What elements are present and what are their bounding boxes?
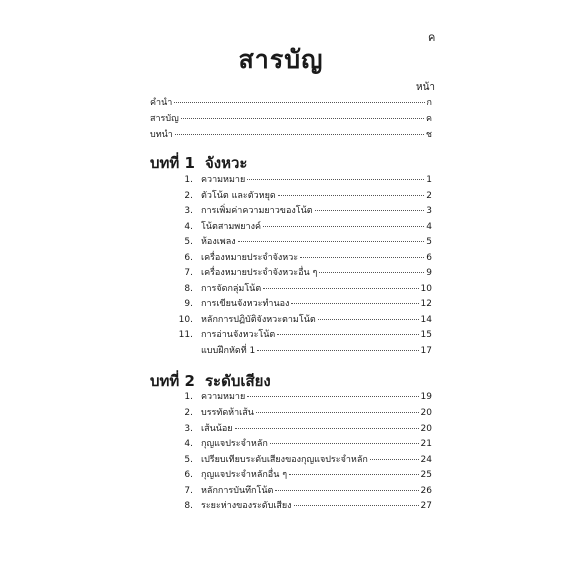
toc-entry-number: 1. [184, 392, 193, 402]
toc-entry-label: คำนำ [150, 98, 173, 108]
toc-entry [173, 327, 432, 341]
toc-entry-number: 11. [178, 330, 193, 340]
toc-entry-label: บทนำ [150, 130, 173, 140]
dot-leader [277, 334, 418, 335]
toc-entry [173, 405, 432, 419]
toc-entry-page: 9 [426, 268, 432, 278]
toc-entry [173, 467, 432, 481]
toc-entry-label: ความหมาย [201, 175, 246, 185]
toc-entry [173, 281, 432, 295]
toc-entry-number: 3. [184, 206, 193, 216]
toc-entry-label: ห้องเพลง [201, 237, 236, 247]
toc-entry-label: หลักการบันทึกโน้ต [201, 485, 274, 496]
toc-entry-label: ตัวโน้ต และตัวหยุด [201, 190, 276, 201]
dot-leader [319, 272, 424, 273]
dot-leader [181, 118, 424, 119]
dot-leader [300, 257, 424, 258]
chapter-prefix: บทที่ 2 [150, 372, 195, 390]
toc-entry-number: 1. [184, 175, 193, 185]
dot-leader [270, 443, 419, 444]
toc-entry [173, 312, 432, 326]
toc-entry-page: 2 [426, 190, 432, 201]
toc-entry-label: สารบัญ [150, 114, 179, 124]
page-number-letter: ค [428, 31, 436, 44]
toc-entry-label: แบบฝึกหัดที่ 1 [201, 346, 256, 356]
toc-entry-page: 14 [420, 314, 432, 325]
toc-entry-number: 7. [184, 485, 193, 496]
dot-leader [278, 195, 425, 196]
toc-entry-page: 20 [420, 423, 432, 434]
dot-leader [318, 319, 419, 320]
toc-entry [173, 203, 432, 217]
toc-entry-page: 4 [426, 221, 432, 232]
dot-leader [174, 102, 424, 103]
toc-entry-page: 5 [426, 237, 432, 247]
toc-entry-label: ระยะห่างของระดับเสียง [201, 501, 292, 511]
toc-entry-page: 25 [420, 470, 432, 480]
dot-leader [315, 210, 425, 211]
chapter-prefix: บทที่ 1 [150, 154, 195, 172]
toc-entry-page: 19 [420, 392, 432, 402]
toc-entry-page: 12 [420, 299, 432, 309]
toc-entry-number: 6. [184, 252, 193, 263]
dot-leader [175, 134, 424, 135]
toc-entry-page: 6 [426, 252, 432, 263]
toc-entry-label: เครื่องหมายประจำจังหวะ [201, 252, 299, 263]
dot-leader [256, 412, 419, 413]
toc-entry-front [150, 111, 432, 125]
toc-entry [173, 452, 432, 466]
toc-entry-label: การอ่านจังหวะโน้ต [201, 330, 276, 340]
toc-entry-page: 24 [420, 454, 432, 465]
chapter-name: ระดับเสียง [204, 372, 271, 390]
toc-entry-label: การเขียนจังหวะทำนอง [201, 299, 290, 309]
dot-leader [370, 459, 419, 460]
toc-entry-page: 3 [426, 206, 432, 216]
toc-entry-label: หลักการปฏิบัติจังหวะตามโน้ต [201, 314, 316, 325]
page-column-header: หน้า [416, 82, 436, 93]
dot-leader [247, 396, 418, 397]
dot-leader [291, 303, 418, 304]
toc-entry-number: 5. [184, 454, 193, 465]
dot-leader [263, 226, 424, 227]
toc-entry-label: การเพิ่มค่าความยาวของโน้ต [201, 206, 313, 216]
toc-entry-label: เส้นน้อย [201, 423, 233, 434]
dot-leader [263, 288, 418, 289]
toc-entry-label: การจัดกลุ่มโน้ต [201, 283, 262, 294]
toc-entry-page: 21 [420, 439, 432, 449]
toc-entry [173, 498, 432, 512]
toc-entry-number: 3. [184, 423, 193, 434]
toc-entry-page: ก [426, 98, 432, 108]
toc-entry-front [150, 127, 432, 141]
toc-entry-number: 10. [178, 314, 193, 325]
toc-entry [173, 483, 432, 497]
dot-leader [235, 428, 419, 429]
toc-entry-number: 7. [184, 268, 193, 278]
toc-entry-page: ช [425, 130, 432, 140]
toc-entry-label: กุญแจประจำหลักอื่น ๆ [201, 470, 288, 480]
toc-entry-page: 17 [420, 346, 432, 356]
toc-entry-number: 9. [184, 299, 193, 309]
toc-entry [173, 421, 432, 435]
dot-leader [294, 505, 419, 506]
toc-entry [173, 389, 432, 403]
toc-entry [173, 250, 432, 264]
toc-entry-page: 27 [420, 501, 432, 511]
toc-entry [173, 172, 432, 186]
dot-leader [275, 490, 418, 491]
toc-entry [173, 219, 432, 233]
toc-entry-number: 8. [184, 501, 193, 511]
toc-entry-number: 6. [184, 470, 193, 480]
chapter-name: จังหวะ [204, 154, 248, 172]
page-title: สารบัญ [238, 45, 324, 74]
toc-entry-number: 8. [184, 283, 193, 294]
toc-entry-label: เปรียบเทียบระดับเสียงของกุญแจประจำหลัก [201, 454, 368, 465]
toc-entry-label: โน้ตสามพยางค์ [201, 221, 261, 232]
toc-entry-label: บรรทัดห้าเส้น [201, 408, 254, 418]
toc-entry-number: 4. [184, 439, 193, 449]
toc-entry-page: 10 [420, 283, 432, 294]
toc-entry [173, 234, 432, 248]
toc-entry [173, 265, 432, 279]
toc-entry [173, 436, 432, 450]
toc-entry-label: ความหมาย [201, 392, 246, 402]
dot-leader [247, 179, 424, 180]
toc-entry-page: 1 [426, 175, 432, 185]
toc-entry-front [150, 95, 432, 109]
toc-entry-label: เครื่องหมายประจำจังหวะอื่น ๆ [201, 268, 318, 278]
toc-entry-number: 5. [184, 237, 193, 247]
toc-entry-page: 26 [420, 485, 432, 496]
toc-entry-number: 2. [184, 190, 193, 201]
toc-entry-page: ค [425, 114, 432, 124]
toc-entry-page: 20 [420, 408, 432, 418]
toc-entry-label: กุญแจประจำหลัก [201, 439, 268, 449]
toc-entry-number: 4. [184, 221, 193, 232]
toc-entry-exercise [173, 343, 432, 357]
toc-entry [173, 188, 432, 202]
dot-leader [257, 350, 418, 351]
dot-leader [238, 241, 425, 242]
toc-entry-number: 2. [184, 408, 193, 418]
toc-entry-page: 15 [420, 330, 432, 340]
dot-leader [289, 474, 418, 475]
toc-entry [173, 296, 432, 310]
